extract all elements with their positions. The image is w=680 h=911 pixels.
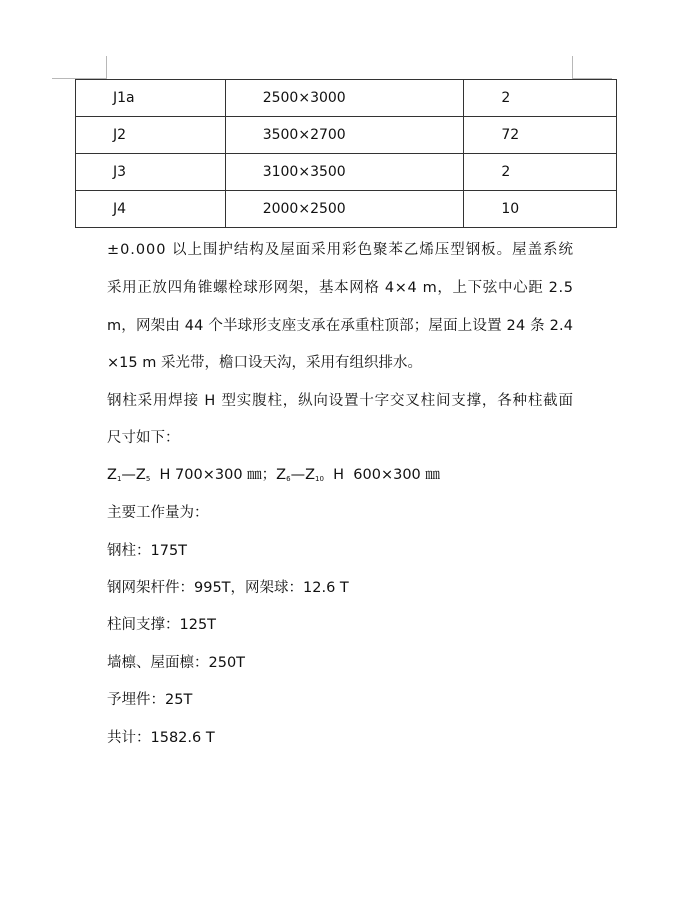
paragraph-line: 采用正放四角锥螺栓球形网架，基本网格 4×4 m，上下弦中心距 2.5 [107,280,574,296]
table-cell-size: 2000×2500 [225,191,464,228]
table-row [76,80,617,117]
quantity-item: 予埋件：25T [107,692,193,708]
table-cell-code: J3 [76,154,226,191]
paragraph-line: ±0.000 以上围护结构及屋面采用彩色聚苯乙烯压型钢板。屋盖系统 [107,242,574,258]
margin-corner-mark [106,56,107,78]
paragraph-line: 尺寸如下： [107,430,180,446]
column-spec-text: H 700×300 ㎜； [150,467,277,483]
quantity-item: 钢网架杆件：995T，网架球：12.6 T [107,580,349,596]
column-spec-text: H 600×300 ㎜ [323,467,440,483]
table-cell-size: 2500×3000 [225,80,464,117]
range-dash: — [121,467,136,483]
column-subscript: 1 [116,475,122,483]
quantity-item: 墙檩、屋面檩：250T [107,655,246,671]
table-cell-qty: 72 [464,117,617,154]
quantity-item: 共计：1582.6 T [107,730,215,746]
table-cell-qty: 2 [464,154,617,191]
quantity-item: 柱间支撑：125T [107,617,217,633]
table-cell-code: J1a [76,80,226,117]
column-subscript: 6 [286,475,291,483]
table-row [76,191,617,228]
column-spec-line [107,465,440,489]
column-label: Z [276,467,287,483]
column-subscript: 5 [145,475,151,483]
paragraph-line: 钢柱采用焊接 H 型实腹柱，纵向设置十字交叉柱间支撑，各种柱截面 [107,393,574,409]
table-cell-code: J4 [76,191,226,228]
table-cell-code: J2 [76,117,226,154]
range-dash: — [290,467,306,483]
table-cell-qty: 2 [464,80,617,117]
column-label: Z [305,467,315,483]
table-row [76,117,617,154]
table-cell-size: 3500×2700 [225,117,464,154]
table-row [76,154,617,191]
paragraph-line: m，网架由 44 个半球形支座支承在承重柱顶部；屋面上设置 24 条 2.4 [107,318,574,334]
column-subscript: 10 [315,475,324,483]
size-table [75,79,617,228]
column-label: Z [135,467,146,483]
table-cell-qty: 10 [464,191,617,228]
quantity-item: 钢柱：175T [107,543,188,559]
column-label: Z [107,467,117,483]
table-cell-size: 3100×3500 [225,154,464,191]
quantities-heading: 主要工作量为： [107,505,209,521]
paragraph-line: ×15 m 采光带，檐口设天沟，采用有组织排水。 [107,355,422,371]
margin-corner-mark [572,56,573,78]
